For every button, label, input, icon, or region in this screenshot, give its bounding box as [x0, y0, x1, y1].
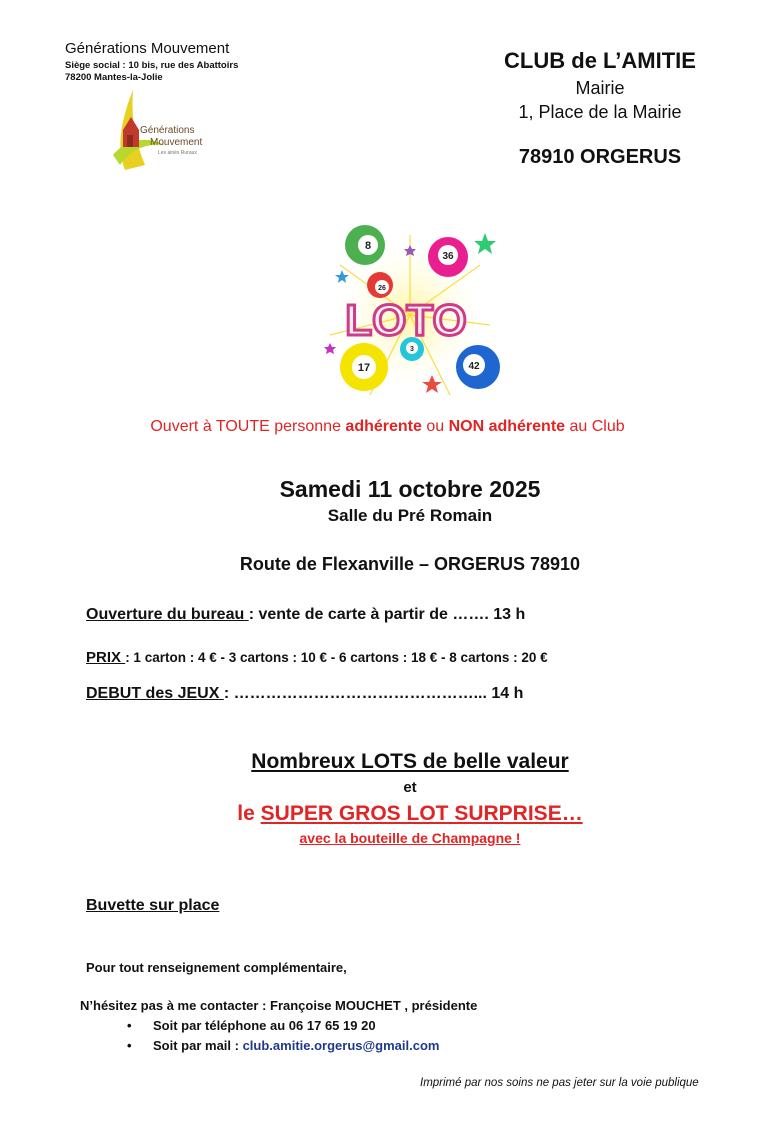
logo-text-generations: Générations — [140, 125, 195, 136]
ball-label: 36 — [442, 251, 454, 262]
buvette-note: Buvette sur place — [86, 897, 220, 914]
champagne-note: avec la bouteille de Champagne ! — [299, 830, 521, 846]
prices-text: : 1 carton : 4 € - 3 cartons : 10 € - 6 cartons : 18 € - 8 cartons : 20 € — [125, 650, 548, 665]
super-prize — [0, 802, 775, 826]
ball-label: 42 — [468, 361, 480, 372]
club-city: 78910 ORGERUS — [518, 146, 682, 168]
footer-note: Imprimé par nos soins ne pas jeter sur la voie publique — [420, 1077, 699, 1089]
prices — [86, 649, 548, 666]
ball-17 — [340, 343, 388, 391]
opening-label: Ouverture du bureau — [86, 606, 249, 623]
club-title: CLUB de L’AMITIE — [504, 48, 696, 73]
games-start-label: DEBUT des JEUX — [86, 685, 224, 702]
opening-text: : vente de carte à partir de ……. 13 h — [248, 606, 526, 623]
ball-36 — [428, 237, 468, 277]
org-address-line1: Siège social : 10 bis, rue des Abattoirs — [65, 60, 239, 71]
open-notice-part1: Ouvert à TOUTE personne — [150, 418, 346, 435]
ball-42 — [456, 345, 500, 389]
prizes-headline: Nombreux LOTS de belle valeur — [251, 750, 569, 773]
open-notice-non-adherente: NON adhérente — [448, 418, 566, 435]
club-address: 1, Place de la Mairie — [518, 102, 682, 122]
open-notice-part3: au Club — [565, 418, 625, 435]
info-intro: Pour tout renseignement complémentaire, — [86, 960, 347, 975]
logo-text-mouvement: Mouvement — [150, 137, 203, 148]
ball-label: 17 — [357, 362, 371, 374]
open-notice — [0, 418, 775, 436]
contact-line: N’hésitez pas à me contacter : Françoise MOUCHET , présidente — [80, 998, 478, 1013]
games-start — [86, 685, 523, 703]
ball-26 — [367, 272, 393, 298]
super-prize-le: le — [237, 802, 261, 825]
event-venue: Salle du Pré Romain — [327, 506, 493, 525]
open-notice-adherente: adhérente — [345, 418, 422, 435]
prices-label: PRIX — [86, 649, 126, 666]
ball-label: 3 — [410, 346, 414, 353]
event-route: Route de Flexanville – ORGERUS 78910 — [239, 554, 581, 574]
star-icon — [324, 343, 336, 354]
org-address — [65, 60, 238, 84]
bullet-icon: • — [127, 1038, 132, 1053]
ball-8 — [345, 225, 385, 265]
loto-word: LOTO — [345, 296, 467, 345]
opening-time — [86, 606, 525, 624]
contact-phone-text: Soit par téléphone au 06 17 65 19 20 — [153, 1018, 376, 1033]
prizes-et: et — [403, 779, 417, 796]
org-name: Générations Mouvement — [65, 40, 230, 57]
club-mairie: Mairie — [575, 78, 625, 98]
ball-label: 8 — [364, 240, 372, 252]
bullet-icon: • — [127, 1018, 132, 1033]
contact-mail-address[interactable]: club.amitie.orgerus@gmail.com — [242, 1038, 440, 1053]
contact-phone — [127, 1018, 376, 1033]
org-address-line2: 78200 Mantes-la-Jolie — [65, 72, 163, 83]
star-icon — [474, 233, 496, 254]
open-notice-part2: ou — [421, 418, 449, 435]
super-prize-text: SUPER GROS LOT SURPRISE… — [260, 802, 583, 825]
contact-mail-label: Soit par mail : — [153, 1038, 243, 1053]
ball-label: 26 — [378, 285, 386, 292]
logo-text-aines: Les ainés Ruraux — [158, 150, 197, 156]
contact-mail — [127, 1038, 439, 1053]
event-date: Samedi 11 octobre 2025 — [279, 476, 541, 502]
games-start-text: : ………………………………………... 14 h — [223, 685, 524, 702]
loto-illustration — [320, 225, 500, 400]
